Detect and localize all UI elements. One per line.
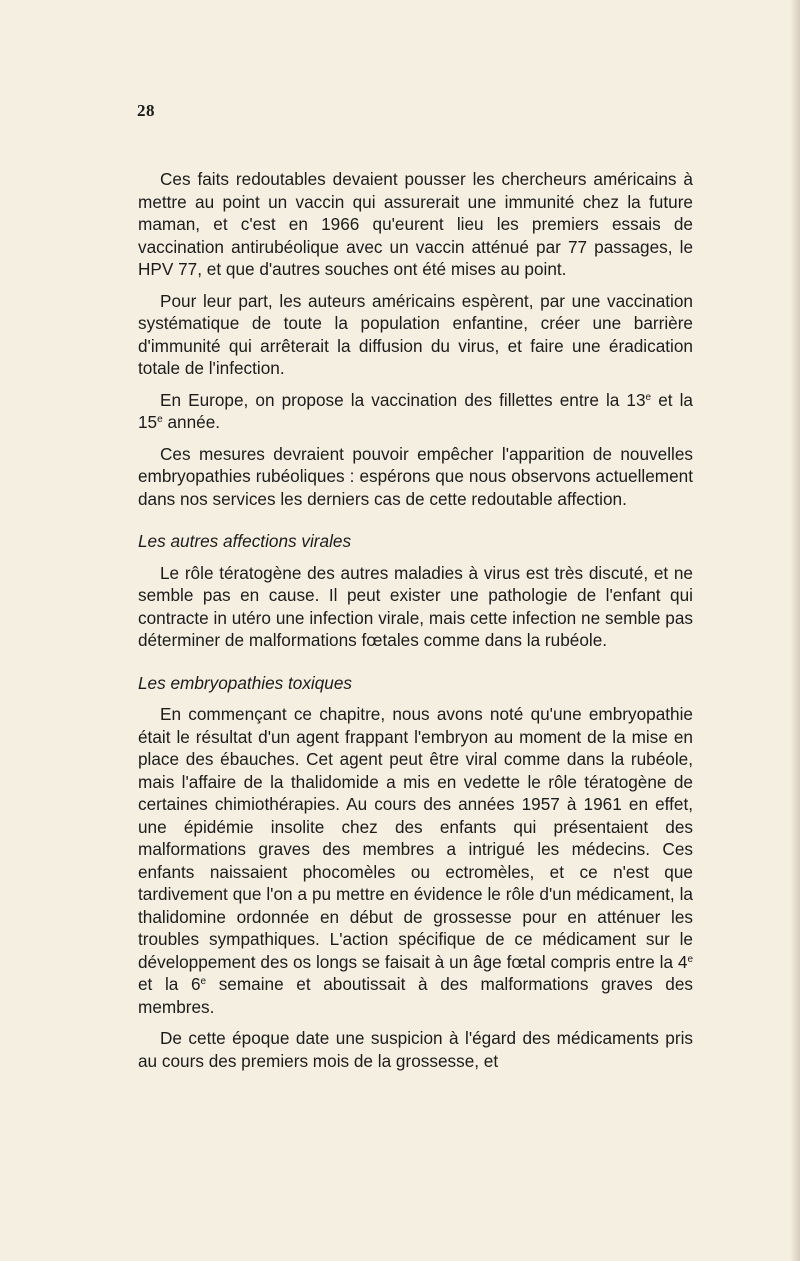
toxic-sup-1: e (687, 953, 693, 965)
paragraph-thalidomide (138, 703, 693, 1018)
paragraph-vaccine-research: Ces faits redoutables devaient pousser les chercheurs américains à mettre au point un vaccin qui assurerait une immunité chez la future maman, et c'est en 1966 qu'eurent lieu les premiers essais de vaccination antirubéolique avec un vaccin atténué par 77 passages, le HPV 77, et que d'autres souches ont été mises au point. (138, 169, 693, 279)
paragraph-viral: Le rôle tératogène des autres maladies à virus est très discuté, et ne semble pas en cause. Il peut exister une pathologie de l'enfant qui contracte in utéro une infection virale, mais cette infection ne semble pas déterminer de malformations fœtales comme dans la rubéole. (138, 562, 693, 650)
page-number: 28 (137, 101, 155, 120)
toxic-sup-2: e (200, 976, 207, 987)
paragraph-suspicion: De cette époque date une suspicion à l'égard des médicaments pris au cours des premiers mois de la grossesse, et (138, 1028, 693, 1071)
body-text (138, 168, 693, 1081)
paragraph-measures: Ces mesures devraient pouvoir empêcher l'apparition de nouvelles embryopathies rubéoliques : espérons que nous observons actuellement dans nos services les derniers cas de cette redoutable affection. (138, 443, 693, 509)
heading-toxic-embryopathies: Les embryopathies toxiques (138, 672, 353, 693)
europe-text-1: En Europe, on propose la vaccination des fillettes entre la 13 (160, 389, 646, 410)
paragraph-american-authors: Pour leur part, les auteurs américains espèrent, par une vaccination systématique de toute la population enfantine, créer une barrière d'immunité qui arrêterait la diffusion du virus, et faire une éradication totale de l'infection. (138, 290, 693, 378)
toxic-text-1: En commençant ce chapitre, nous avons noté qu'une embryopathie était le résultat d'un agent frappant l'embryon au moment de la mise en place des ébauches. Cet agent peut être viral comme dans la rubéole, mais l'affaire de la thalidomide a mis en vedette le rôle tératogène de certaines chimiothérapies. Au cours des années 1957 à 1961 en effet, une épidémie insolite chez des enfants qui présentaient des malformations graves des membres a intrigué les médecins. Ces enfants naissaient phocomèles ou ectromèles, et ce n'est que tardivement que l'on a pu mettre en évidence le rôle d'un médicament, la thalidomine ordonnée en début de grossesse pour en atténuer les troubles sympathiques. L'action spécifique de ce médicament sur le développement des os longs se faisait à un âge fœtal compris entre la 4 (138, 704, 693, 972)
toxic-text-3: semaine et aboutissait à des malformations graves des membres. (138, 974, 693, 1017)
europe-text-2: et la 15 (138, 389, 693, 432)
page-edge-shadow (790, 0, 800, 1261)
europe-sup-2: e (157, 414, 163, 425)
paragraph-europe (138, 389, 693, 434)
toxic-text-2: et la 6 (138, 974, 201, 994)
heading-viral-affections: Les autres affections virales (138, 531, 352, 551)
europe-sup-1: e (645, 391, 652, 403)
europe-text-3: année. (162, 412, 221, 432)
